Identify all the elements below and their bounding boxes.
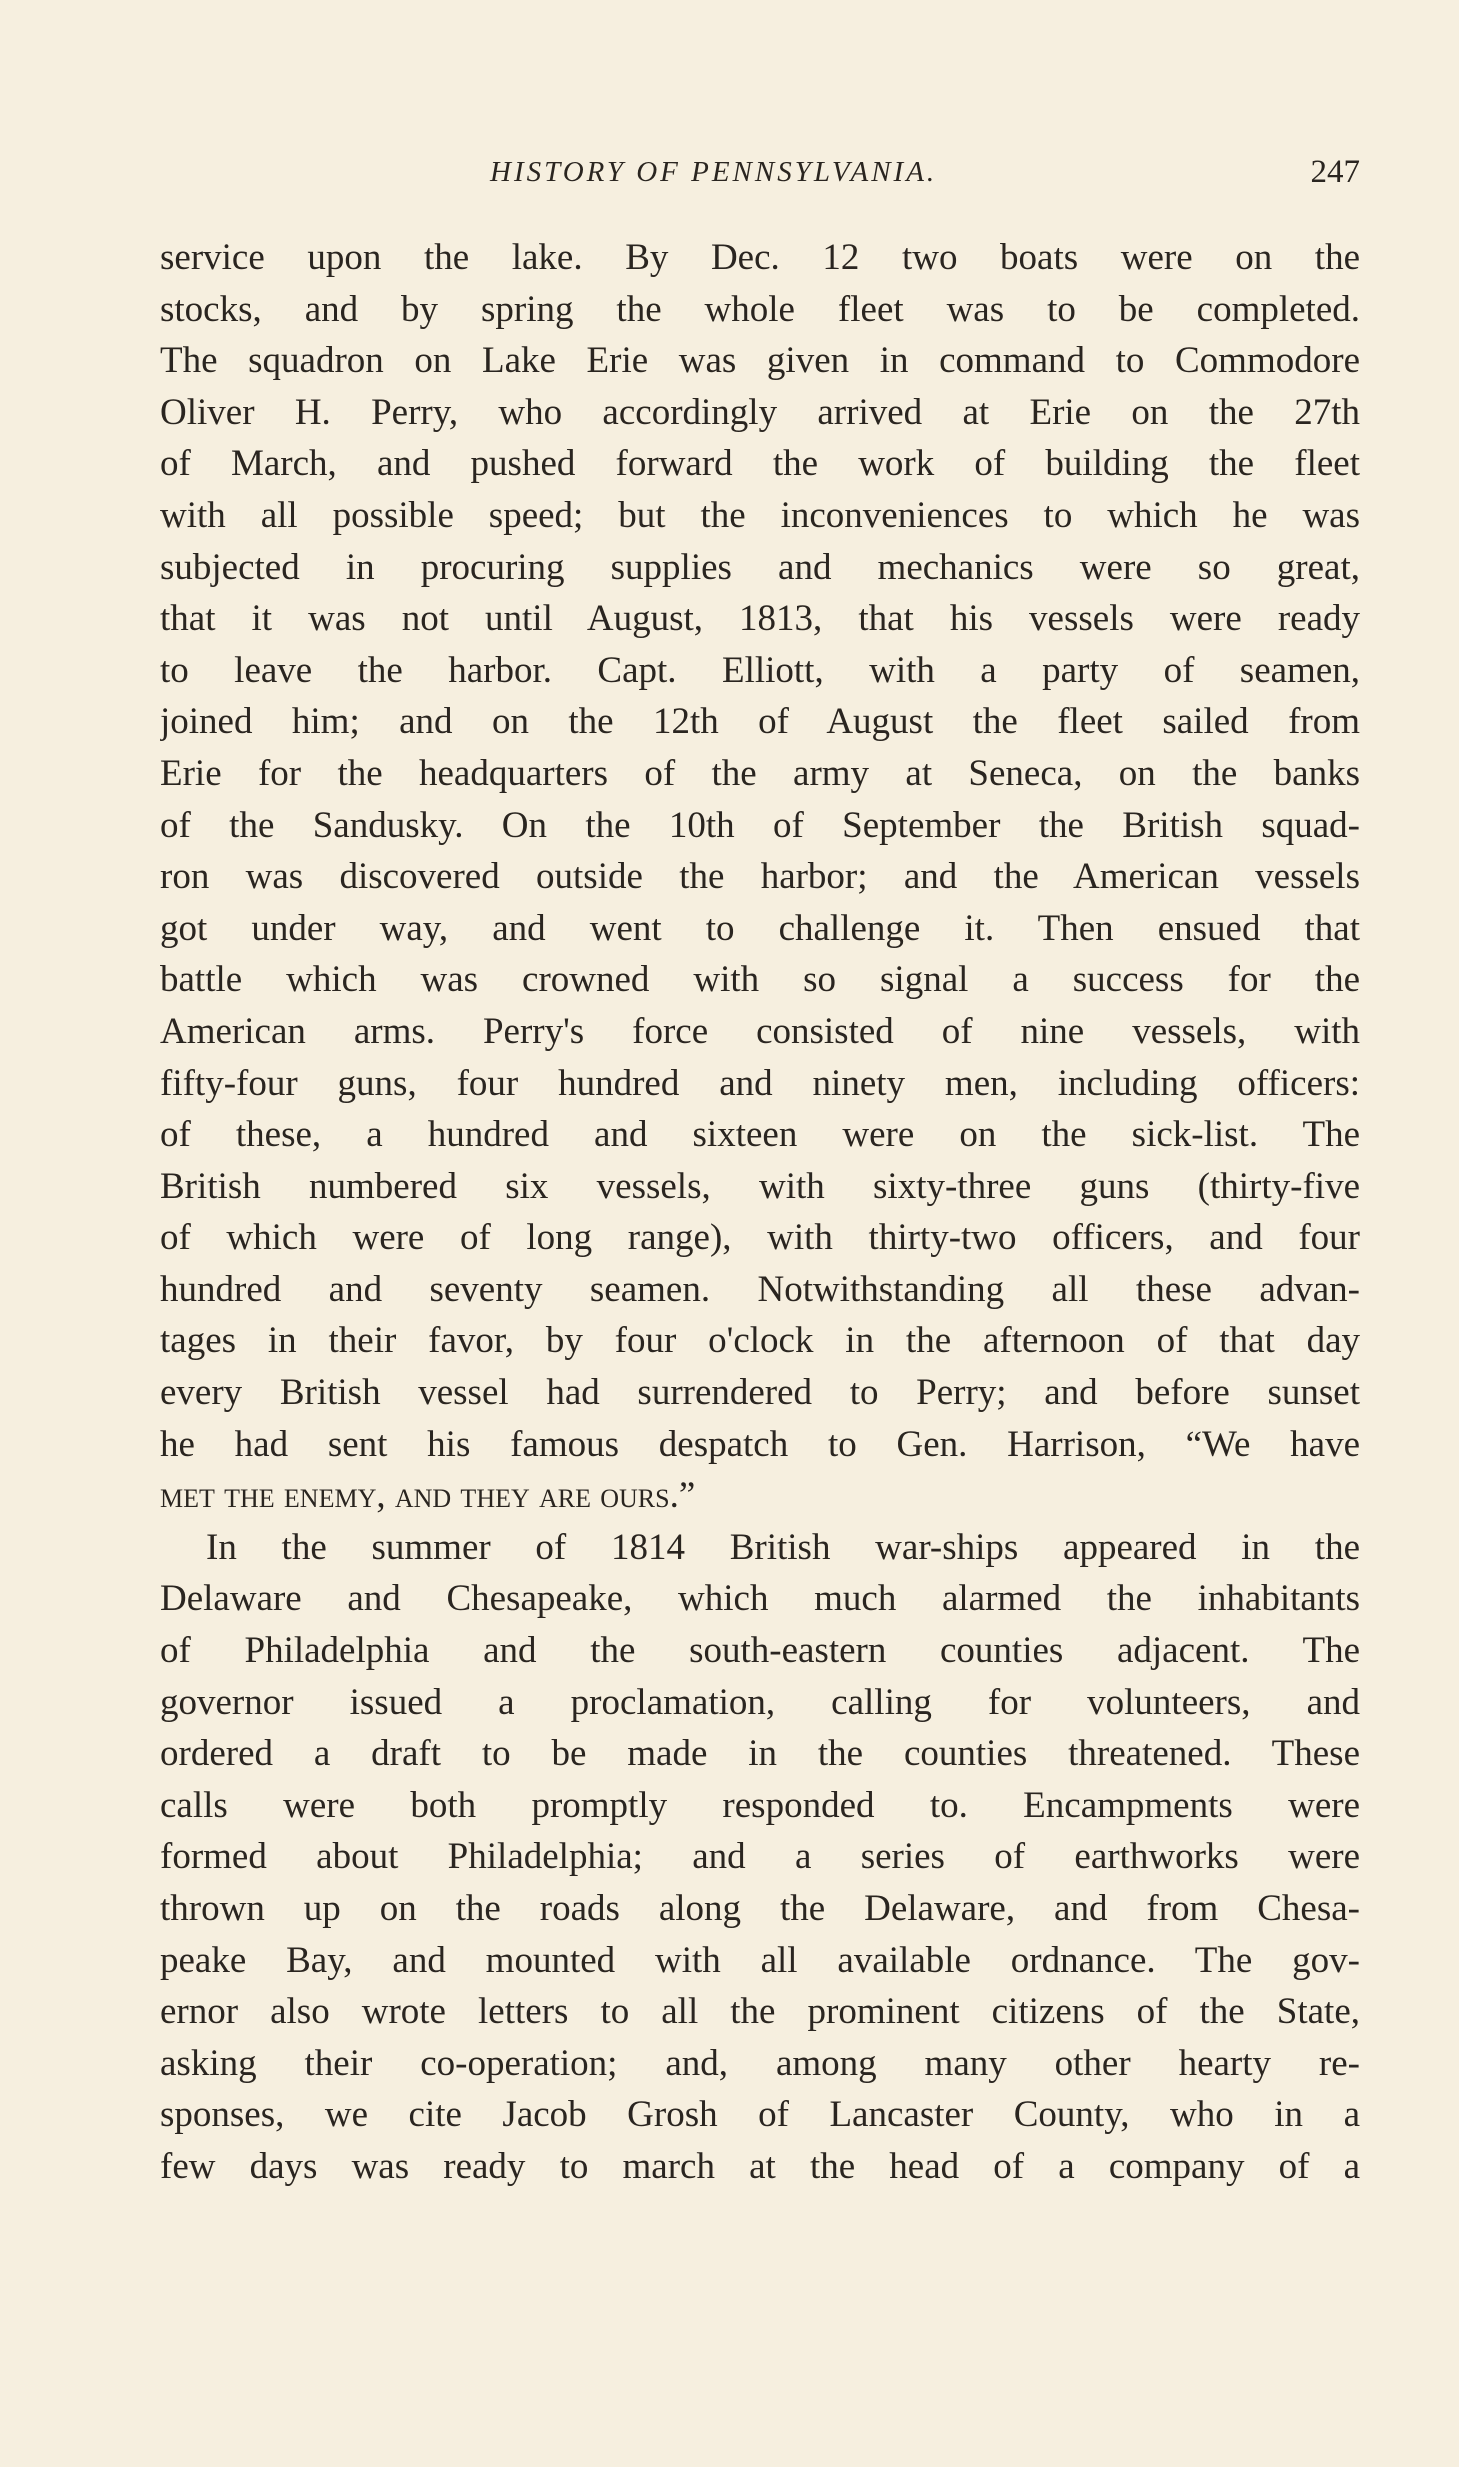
text-line-quote-end: met the enemy, and they are ours.”	[160, 1475, 696, 1517]
text-line: subjected in procuring supplies and mechanics were so great,	[160, 546, 1360, 588]
text-line: with all possible speed; but the inconveniences to which he was	[160, 494, 1360, 536]
text-line: ron was discovered outside the harbor; and the American vessels	[160, 856, 1360, 898]
text-line: peake Bay, and mounted with all available ordnance. The gov-	[160, 1939, 1360, 1981]
text-line: stocks, and by spring the whole fleet was to be completed.	[160, 288, 1360, 330]
body-text	[160, 232, 1360, 2193]
text-line: The squadron on Lake Erie was given in command to Commodore	[160, 340, 1360, 382]
text-line: every British vessel had surrendered to Perry; and before sunset	[160, 1372, 1360, 1414]
paragraph-start-line: In the summer of 1814 British war-ships appeared in the	[206, 1526, 1360, 1568]
text-line: that it was not until August, 1813, that his vessels were ready	[160, 598, 1360, 640]
text-line: few days was ready to march at the head of a company of a	[160, 2145, 1360, 2187]
text-line: ernor also wrote letters to all the prominent citizens of the State,	[160, 1991, 1360, 2033]
text-line: Delaware and Chesapeake, which much alarmed the inhabitants	[160, 1578, 1360, 1620]
text-line: ordered a draft to be made in the counties threatened. These	[160, 1733, 1360, 1775]
text-line: got under way, and went to challenge it. Then ensued that	[160, 907, 1360, 949]
text-line: joined him; and on the 12th of August the fleet sailed from	[160, 701, 1360, 743]
text-line: thrown up on the roads along the Delaware, and from Chesa-	[160, 1888, 1360, 1929]
text-line: American arms. Perry's force consisted of nine vessels, with	[160, 1010, 1360, 1052]
text-line: battle which was crowned with so signal a success for the	[160, 959, 1360, 1001]
text-line: service upon the lake. By Dec. 12 two boats were on the	[160, 237, 1360, 278]
text-line: calls were both promptly responded to. Encampments were	[160, 1784, 1360, 1826]
text-line: fifty-four guns, four hundred and ninety men, including officers:	[160, 1062, 1360, 1104]
text-line: of Philadelphia and the south-eastern counties adjacent. The	[160, 1630, 1360, 1672]
text-line: to leave the harbor. Capt. Elliott, with a party of seamen,	[160, 649, 1360, 691]
text-line: British numbered six vessels, with sixty-three guns (thirty-five	[160, 1165, 1360, 1207]
text-line: asking their co-operation; and, among many other hearty re-	[160, 2042, 1360, 2084]
page-header	[160, 148, 1360, 208]
text-line: sponses, we cite Jacob Grosh of Lancaster County, who in a	[160, 2094, 1360, 2136]
text-line: hundred and seventy seamen. Notwithstanding all these advan-	[160, 1268, 1360, 1310]
text-line: Oliver H. Perry, who accordingly arrived at Erie on the 27th	[160, 391, 1360, 433]
text-line: of these, a hundred and sixteen were on the sick-list. The	[160, 1114, 1360, 1156]
text-line: tages in their favor, by four o'clock in the afternoon of that day	[160, 1320, 1360, 1362]
text-line: he had sent his famous despatch to Gen. Harrison, “We have	[160, 1423, 1360, 1465]
text-line: formed about Philadelphia; and a series of earthworks were	[160, 1836, 1360, 1878]
text-line: of March, and pushed forward the work of building the fleet	[160, 443, 1360, 485]
text-line: of the Sandusky. On the 10th of September the British squad-	[160, 804, 1360, 846]
running-title: HISTORY OF PENNSYLVANIA.	[490, 156, 938, 188]
text-line: governor issued a proclamation, calling for volunteers, and	[160, 1681, 1360, 1723]
text-line: Erie for the headquarters of the army at Seneca, on the banks	[160, 752, 1360, 794]
page-number: 247	[1310, 154, 1360, 190]
text-line: of which were of long range), with thirty-two officers, and four	[160, 1217, 1360, 1259]
